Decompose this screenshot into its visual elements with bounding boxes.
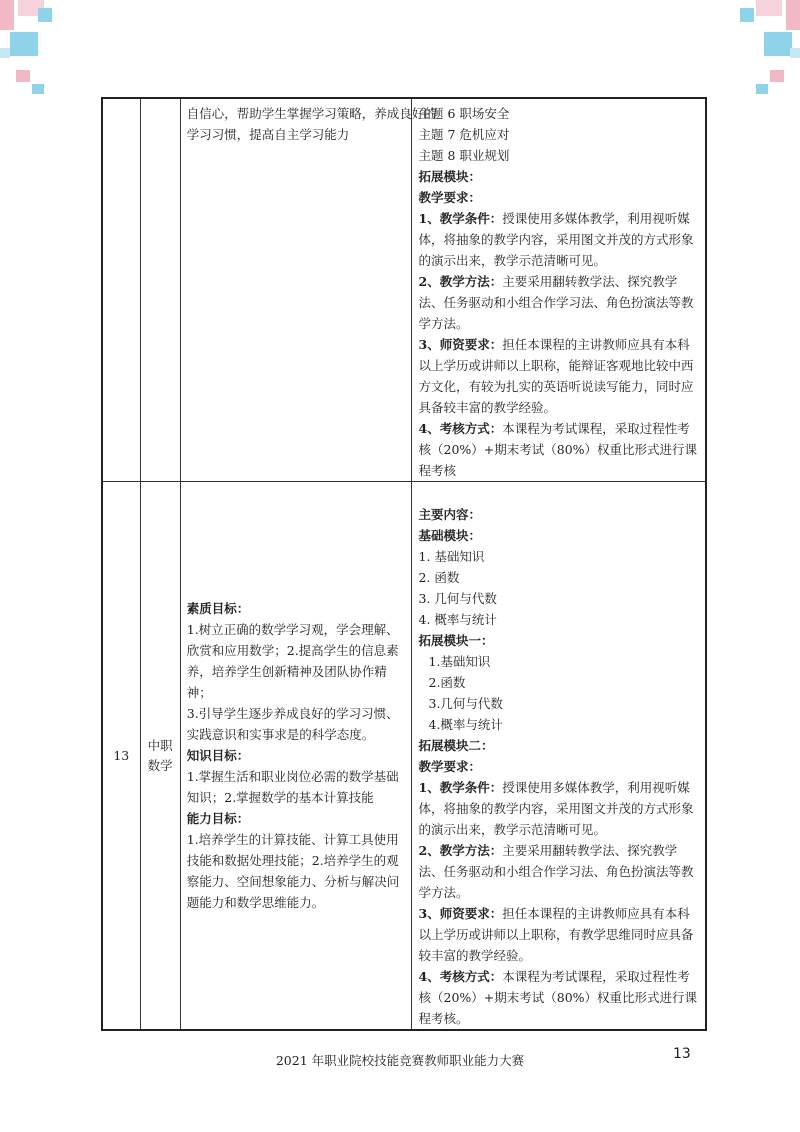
text-paragraph: 1.树立正确的数学学习观，学会理解、欣赏和应用数学；2.提高学生的信息素养，培养学生创新精神及团队协作精神； xyxy=(186,622,399,700)
table-row xyxy=(102,98,706,482)
text-paragraph: 1. 基础知识 xyxy=(418,549,485,564)
text-paragraph: 拓展模块： xyxy=(418,169,482,184)
text-paragraph: 素质目标： xyxy=(186,601,250,616)
paragraph-heading: 2、教学方法： xyxy=(418,274,503,289)
objectives-cell xyxy=(180,98,437,482)
text-paragraph xyxy=(419,966,699,1029)
text-paragraph: 主题 6 职场安全 xyxy=(418,106,510,121)
paragraph-text: 授课使用多媒体教学，利用视听媒体，将抽象的教学内容，采用图文并茂的方式形象的演示出来，教学示范清晰可见。 xyxy=(418,211,694,268)
text-paragraph xyxy=(419,271,699,334)
text-paragraph xyxy=(419,840,699,903)
text-paragraph xyxy=(419,208,699,271)
table-row xyxy=(102,482,706,1031)
content-cell xyxy=(411,98,706,482)
paragraph-text: 本课程为考试课程，采取过程性考核（20%）+期末考试（80%）权重比形式进行课程考核 xyxy=(418,421,698,478)
text-paragraph: 4. 概率与统计 xyxy=(418,612,497,627)
paragraph-heading: 2、教学方法： xyxy=(418,843,503,858)
objective-line: 自信心，帮助学生掌握学习策略，养成良好的 xyxy=(186,106,437,121)
content-cell xyxy=(411,482,706,1031)
text-paragraph: 主题 7 危机应对 xyxy=(418,127,510,142)
row-number: 13 xyxy=(102,482,140,1031)
paragraph-heading: 1、教学条件： xyxy=(418,780,503,795)
text-paragraph: 能力目标： xyxy=(186,811,250,826)
text-paragraph: 1.培养学生的计算技能、计算工具使用技能和数据处理技能；2.培养学生的观察能力、空间想象能力、分析与解决问题能力和数学思维能力。 xyxy=(186,832,400,910)
text-paragraph: 主题 8 职业规划 xyxy=(418,148,510,163)
text-paragraph xyxy=(419,903,699,966)
subject-name: 中职数学 xyxy=(140,482,180,1031)
text-paragraph: 教学要求： xyxy=(418,190,482,205)
page-footer: 2021 年职业院校技能竞赛教师职业能力大赛 xyxy=(275,1053,525,1068)
objectives-cell xyxy=(180,482,411,1031)
page-number: 13 xyxy=(673,1046,691,1062)
paragraph-text: 授课使用多媒体教学，利用视听媒体，将抽象的教学内容，采用图文并茂的方式形象的演示出来，教学示范清晰可见。 xyxy=(418,780,694,837)
text-paragraph: 拓展模块二： xyxy=(418,738,494,753)
text-paragraph: 4.概率与统计 xyxy=(428,717,503,732)
paragraph-heading: 4、考核方式： xyxy=(418,421,503,436)
paragraph-text: 担任本课程的主讲教师应具有本科以上学历或讲师以上职称，能辩证客观地比较中西方文化，有较为扎实的英语听说读写能力，同时应具备较丰富的教学经验。 xyxy=(418,337,694,415)
text-paragraph: 2.函数 xyxy=(428,675,466,690)
text-paragraph xyxy=(419,334,699,418)
paragraph-text: 担任本课程的主讲教师应具有本科以上学历或讲师以上职称，有教学思维同时应具备较丰富的教学经验。 xyxy=(418,906,694,963)
curriculum-table xyxy=(101,97,707,1031)
text-paragraph: 1.基础知识 xyxy=(428,654,491,669)
paragraph-text: 本课程为考试课程，采取过程性考核（20%）+期末考试（80%）权重比形式进行课程考核。 xyxy=(418,969,698,1026)
subject-cell xyxy=(140,98,180,482)
text-paragraph: 教学要求： xyxy=(418,759,482,774)
text-paragraph: 主要内容： xyxy=(418,507,482,522)
text-paragraph: 拓展模块一： xyxy=(418,633,494,648)
paragraph-heading: 1、教学条件： xyxy=(418,211,503,226)
text-paragraph xyxy=(419,418,699,481)
paragraph-heading: 4、考核方式： xyxy=(418,969,503,984)
text-paragraph: 3.引导学生逐步养成良好的学习习惯、实践意识和实事求是的科学态度。 xyxy=(186,706,399,742)
text-paragraph: 3.几何与代数 xyxy=(428,696,503,711)
text-paragraph: 2. 函数 xyxy=(418,570,460,585)
text-paragraph xyxy=(419,777,699,840)
paragraph-heading: 3、师资要求： xyxy=(418,906,503,921)
text-paragraph: 3. 几何与代数 xyxy=(418,591,497,606)
paragraph-text: 主要采用翻转教学法、探究教学法、任务驱动和小组合作学习法、角色扮演法等教学方法。 xyxy=(418,274,694,331)
paragraph-text: 主要采用翻转教学法、探究教学法、任务驱动和小组合作学习法、角色扮演法等教学方法。 xyxy=(418,843,694,900)
text-paragraph: 知识目标： xyxy=(186,748,250,763)
text-paragraph: 基础模块： xyxy=(418,528,482,543)
objective-line: 学习习惯，提高自主学习能力 xyxy=(186,127,350,142)
row-number-cell xyxy=(102,98,140,482)
paragraph-heading: 3、师资要求： xyxy=(418,337,503,352)
text-paragraph: 1.掌握生活和职业岗位必需的数学基础知识；2.掌握数学的基本计算技能 xyxy=(186,769,399,805)
